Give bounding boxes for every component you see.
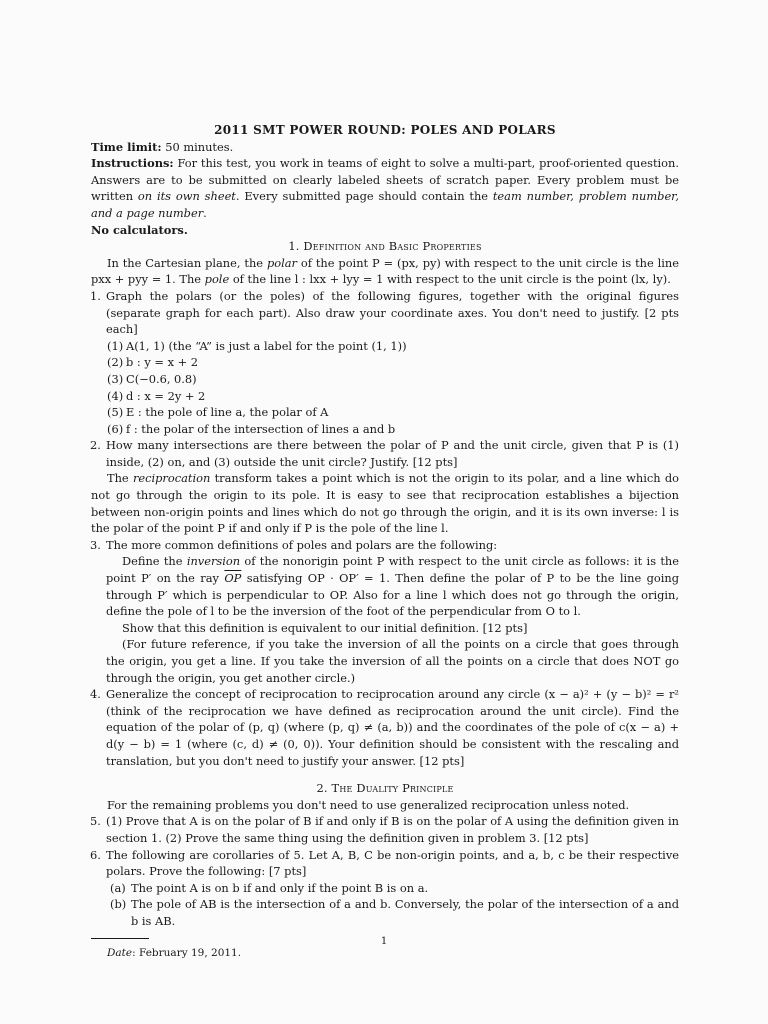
inversion-definition [106,553,679,619]
no-calculators: No calculators. [91,222,188,237]
time-limit-label: Time limit: [91,139,162,154]
sub-item-number: (b) [110,897,127,912]
reciprocation-text-a: The [107,471,133,486]
sub-item-text: d : x = 2y + 2 [126,388,206,403]
problem-text: (1) Prove that A is on the polar of B if and only if B is on the polar of A using the definition given in section 1. (2) Prove the same thing using the definition given in problem 3. [12 pts] [106,814,679,845]
term-reciprocation: reciprocation [132,471,211,486]
sub-item [106,388,679,405]
sub-item-number: (a) [110,880,126,895]
problem-2 [91,437,679,470]
sub-item-text: C(−0.6, 0.8) [126,371,197,386]
problem-text: How many intersections are there between the polar of P and the unit circle, given that P is (1) inside, (2) on, and (3) outside the unit circle? Justify. [12 pts] [106,438,679,469]
sub-item-text: f : the polar of the intersection of lines a and b [126,421,396,436]
definition-text-b: of the nonorigin point P with respect to the unit circle as follows: it is the point P′ on the ray [106,554,679,586]
problem-number: 4. [90,687,101,702]
definition-text-a: Define the [122,554,187,569]
problem-number: 5. [90,814,101,829]
sub-item-text: E : the pole of line a, the polar of A [126,405,329,420]
problem-4 [91,686,679,769]
reciprocation-paragraph [91,470,679,536]
term-pole: pole [204,272,230,287]
instructions [91,155,679,221]
sub-item-number: (5) [107,405,124,420]
sub-item-number: (1) [107,338,124,353]
footnote-text: : February 19, 2011. [132,946,242,959]
instructions-emphasis-1: on its own sheet [137,189,236,204]
sub-item [106,896,679,929]
instructions-text-2: . Every submitted page should contain the [235,189,493,204]
sub-item-text: A(1, 1) (the “A” is just a label for the point (1, 1)) [126,338,407,353]
problem-task: Show that this definition is equivalent to our initial definition. [12 pts] [122,620,528,635]
sub-item-number: (3) [107,371,124,386]
problem-number: 6. [90,847,101,862]
sub-item-text: The pole of AB is the intersection of a and b. Conversely, the polar of the intersection of a and b is AB. [131,897,679,928]
problem-number: 2. [90,438,101,453]
problem-6 [91,847,679,930]
sub-item [106,354,679,371]
problem-3 [91,537,679,686]
time-limit [91,139,679,156]
sub-item-text: b : y = x + 2 [126,355,199,370]
intro-text-a: In the Cartesian plane, the [107,255,267,270]
time-limit-value: 50 minutes. [161,139,234,154]
term-polar: polar [266,255,297,270]
footnote-label: Date [107,946,133,959]
intro-text-b: of the point P = (px, py) with respect to the unit circle is the line pxx + pyy = 1. The [91,255,679,287]
sub-item [106,404,679,421]
section-1-heading: 1. Definition and Basic Properties [288,239,482,254]
problem-lead: The more common definitions of poles and polars are the following: [106,537,498,552]
sub-item [106,338,679,355]
section-2-intro: For the remaining problems you don't need to use generalized reciprocation unless noted. [107,797,630,812]
problem-text: Graph the polars (or the poles) of the following figures, together with the original figures (separate graph for each part). Also draw your coordinate axes. You don't need to justify. [2 pts each] [106,288,679,337]
definition-text-c: satisfying OP · OP′ = 1. Then define the polar of P to be the line going through P′ which is perpendicular to OP. Also for a line l which does not go through the origin, define the pole of l to be the inversion of the foot of the perpendicular from O to l. [106,571,679,619]
sub-item [106,880,679,897]
sub-item-number: (6) [107,421,124,436]
instructions-label: Instructions: [91,156,174,171]
intro-text-c: of the line l : lxx + lyy = 1 with respect to the unit circle is the point (lx, ly). [229,272,671,287]
problem-5 [91,813,679,846]
problem-1 [91,288,679,437]
sub-item [106,421,679,438]
ray-op: $\overline{OP}$ [224,571,242,586]
problem-number: 3. [90,537,101,552]
problem-text: The following are corollaries of 5. Let A, B, C be non-origin points, and a, b, c be their respective polars. Prove the following: [7 pts] [106,847,679,879]
sub-item-number: (4) [107,388,124,403]
problem-note: (For future reference, if you take the inversion of all the points on a circle that goes through the origin, you get a line. If you take the inversion of all the points on a circle that does NOT go through the origin, you get another circle.) [106,637,679,685]
problem-text: Generalize the concept of reciprocation to reciprocation around any circle (x − a)² + (y − b)² = r² (think of the reciprocation we have defined as reciprocation around the unit circle). Find the equation of the polar of (p, q) (where (p, q) ≠ (a, b)) and the coordinates of the pole of c(x − a) + d(y − b) = 1 (where (c, d) ≠ (0, 0)). Your definition should be consistent with the rescaling and translation, but you don't need to justify your answer. [12 pts] [106,687,679,768]
instructions-text-3: . [203,205,207,220]
problem-number: 1. [90,288,101,303]
sub-item-number: (2) [107,355,124,370]
document-page [91,122,679,961]
instructions-emphasis-2: team number, problem number, and a page number [91,189,679,220]
page-title: 2011 SMT POWER ROUND: POLES AND POLARS [214,123,556,137]
instructions-text-1: For this test, you work in teams of eight to solve a multi-part, proof-oriented question. Answers are to be submitted on clearly labeled sheets of scratch paper. Every problem must be written [91,156,679,204]
term-inversion: inversion [186,554,241,569]
page-number: 1 [380,936,388,947]
section-2-heading: 2. The Duality Principle [316,781,454,796]
section-1-intro [91,255,679,288]
sub-item-text: The point A is on b if and only if the point B is on a. [131,880,429,895]
reciprocation-text-b: transform takes a point which is not the origin to its polar, and a line which do not go through the origin to its pole. It is easy to see that reciprocation establishes a bijection between non-origin points and lines which do not go through the origin, and it is its own inverse: l is the polar of the point P if and only if P is the pole of the line l. [91,471,679,536]
sub-item [106,371,679,388]
